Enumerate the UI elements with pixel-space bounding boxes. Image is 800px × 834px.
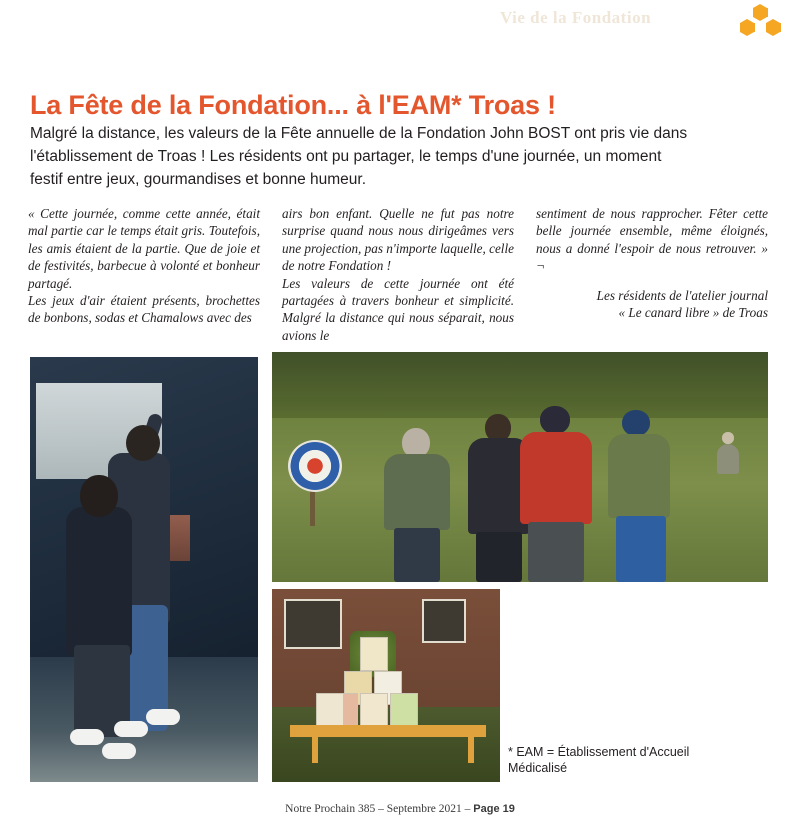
article-column-2 [282,205,514,344]
footer-issue-text: Notre Prochain 385 – Septembre 2021 – [285,803,474,815]
article-signature [536,287,768,322]
column-2-paragraph-1: airs bon enfant. Quelle ne fut pas notre surprise quand nous nous dirigeâmes vers une projection, pas n'importe laquelle, celle de notre Fondation ! [282,206,514,274]
article-intro: Malgré la distance, les valeurs de la Fête annuelle de la Fondation John BOST ont pris vie dans l'établissement de Troas ! Les résidents ont pu partager, le temps d'une journée, un moment festif entre jeux, gourmandises et bonne humeur. [30,125,688,188]
photo-residents-atelier-interieur [30,357,258,782]
column-1-paragraph-2: Les jeux d'air étaient présents, brochettes de bonbons, sodas et Chamalows avec des [28,293,260,326]
page-header [0,0,800,46]
page-footer [0,803,800,815]
header-section-title: Vie de la Fondation [500,8,652,27]
photo-groupe-exterieur-pelouse [272,352,768,582]
page-title: La Fête de la Fondation... à l'EAM* Troas ! [30,90,556,121]
footnote-line-2: Médicalisé [508,761,568,775]
footer-page-number: Page 19 [473,803,515,815]
photo-exposition-creations-table [272,589,500,782]
signature-line-1: Les résidents de l'atelier journal [596,287,768,303]
column-2-paragraph-2: Les valeurs de cette journée ont été partagées à travers bonheur et simplicité. Malgré la distance qui nous séparait, nous avions le [282,275,514,343]
footnote [508,744,758,776]
column-1-paragraph-1: « Cette journée, comme cette année, était mal partie car le temps était gris. Toutefois, les amis étaient de la partie. Que de joie et de festivités, barbecue à volonté et bonheur partagé. [28,206,260,291]
signature-line-2: « Le canard libre » de Troas [618,305,768,321]
column-3-paragraph-1: sentiment de nous rapprocher. Fêter cette belle journée ensemble, même éloignés, nous a donné l'espoir de nous retrouver. » ¬ [536,206,768,274]
article-column-1 [28,205,260,344]
article-columns [28,205,768,344]
john-bost-honeycomb-logo-icon [740,2,782,42]
footnote-line-1: * EAM = Établissement d'Accueil [508,745,690,759]
article-column-3 [536,205,768,344]
